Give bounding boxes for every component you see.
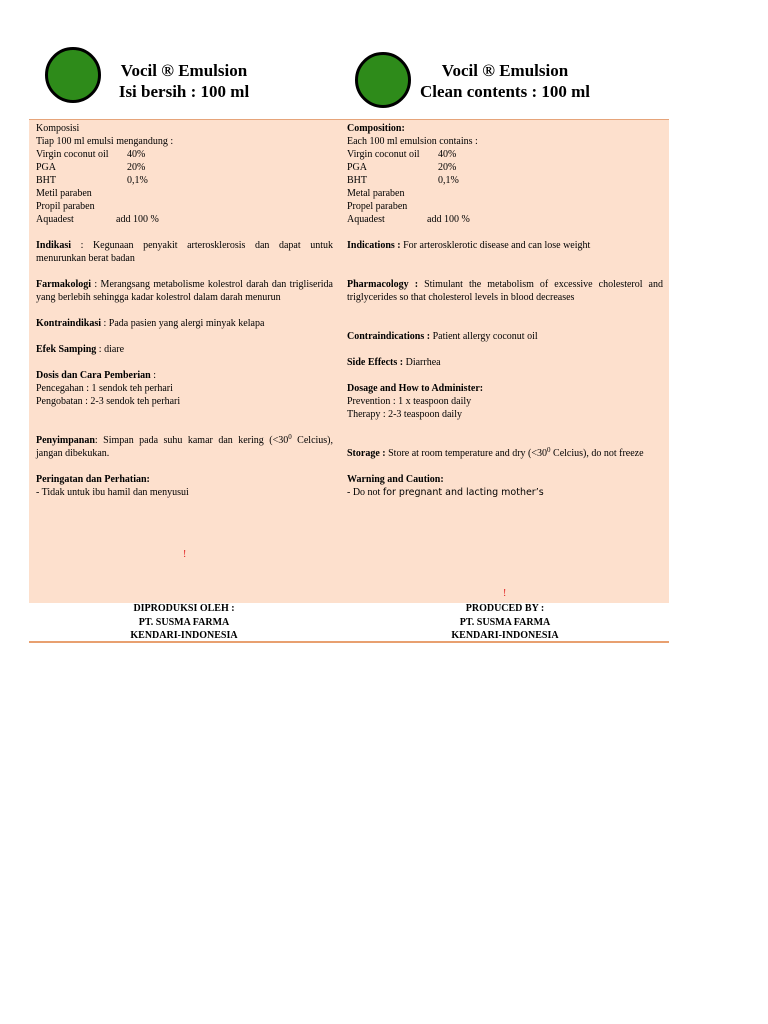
penyimpanan-text-b: Celcius), jangan dibekukan. bbox=[36, 435, 334, 459]
ingredient-row bbox=[36, 187, 333, 200]
dosis-title bbox=[36, 369, 333, 382]
penyimpanan-text-a: : Simpan pada suhu kamar dan kering (<30 bbox=[94, 435, 289, 446]
storage-section bbox=[347, 447, 663, 460]
indonesian-column bbox=[36, 122, 333, 499]
content-panel bbox=[29, 119, 669, 603]
ingredient-name: Metal paraben bbox=[347, 188, 405, 199]
contraindications-label: Contraindications : bbox=[347, 331, 431, 342]
storage-text-b: Celcius), do not freeze bbox=[550, 448, 644, 459]
ingredient-name: BHT bbox=[347, 175, 367, 186]
composition-title bbox=[347, 122, 663, 135]
ingredient-value: 20% bbox=[438, 162, 457, 173]
footer-right bbox=[405, 602, 605, 643]
ingredient-row bbox=[347, 161, 663, 174]
warning-prefix: - Do not bbox=[347, 487, 383, 498]
header-title-right-line2: Clean contents : 100 ml bbox=[420, 82, 590, 101]
peringatan-label: Peringatan dan Perhatian: bbox=[36, 474, 150, 485]
indikasi-text: : Kegunaan penyakit arterosklerosis dan dapat untuk menurunkan berat badan bbox=[36, 240, 333, 264]
dosis-colon: : bbox=[150, 370, 157, 381]
header-title-left-line2: Isi bersih : 100 ml bbox=[118, 82, 250, 101]
ingredient-row bbox=[347, 174, 663, 187]
ingredient-row bbox=[347, 213, 663, 226]
side-effects-text: Diarrhea bbox=[403, 357, 441, 368]
logo-circle-left bbox=[45, 47, 101, 103]
penyimpanan-section bbox=[36, 434, 333, 460]
ingredient-name: Metil paraben bbox=[36, 188, 92, 199]
footer-rule bbox=[29, 641, 669, 643]
ingredient-value: 40% bbox=[127, 149, 146, 160]
ingredient-row bbox=[347, 187, 663, 200]
indications-label: Indications : bbox=[347, 240, 401, 251]
pharmacology-section bbox=[347, 278, 663, 304]
indications-section bbox=[347, 239, 663, 252]
pengobatan-text: Pengobatan : 2-3 sendok teh perhari bbox=[36, 396, 181, 407]
therapy-text: Therapy : 2-3 teaspoon daily bbox=[347, 409, 462, 420]
contraindications-section bbox=[347, 330, 663, 343]
indications-text: For arterosklerotic disease and can lose weight bbox=[400, 240, 591, 251]
ingredient-row bbox=[36, 213, 333, 226]
indikasi-section bbox=[36, 239, 333, 265]
english-column bbox=[347, 122, 663, 499]
ingredient-name: PGA bbox=[347, 162, 368, 173]
efek-samping-text: : diare bbox=[96, 344, 125, 355]
ingredient-name: Virgin coconut oil bbox=[347, 149, 420, 160]
pencegahan-text: Pencegahan : 1 sendok teh perhari bbox=[36, 383, 173, 394]
efek-samping-section bbox=[36, 343, 333, 356]
prevention-text: Prevention : 1 x teaspoon daily bbox=[347, 396, 472, 407]
ingredient-value: 20% bbox=[127, 162, 146, 173]
storage-label: Storage : bbox=[347, 448, 386, 459]
logo-circle-right bbox=[355, 52, 411, 108]
footer-right-line1: PRODUCED BY : bbox=[465, 603, 545, 614]
mark-right: ! bbox=[503, 588, 507, 599]
warning-item bbox=[347, 486, 663, 499]
side-effects-label: Side Effects : bbox=[347, 357, 404, 368]
header-title-left-line1: Vocil ® Emulsion bbox=[120, 61, 248, 80]
ingredient-row bbox=[36, 148, 333, 161]
ingredient-name: PGA bbox=[36, 162, 57, 173]
kontraindikasi-text: : Pada pasien yang alergi minyak kelapa bbox=[101, 318, 265, 329]
ingredient-row bbox=[36, 200, 333, 213]
contraindications-text: Patient allergy coconut oil bbox=[430, 331, 538, 342]
kontraindikasi-label: Kontraindikasi bbox=[36, 318, 102, 329]
warning-label: Warning and Caution: bbox=[347, 474, 444, 485]
efek-samping-label: Efek Samping bbox=[36, 344, 97, 355]
header-title-left bbox=[104, 60, 264, 102]
header-title-right-line1: Vocil ® Emulsion bbox=[441, 61, 569, 80]
pharmacology-text: Stimulant the metabolism of excessive cholesterol and triglycerides so that cholesterol levels in blood decreases bbox=[347, 279, 663, 303]
dosage-label: Dosage and How to Administer: bbox=[347, 383, 484, 394]
composition-title-text: Composition: bbox=[347, 123, 405, 134]
footer-right-line3: KENDARI-INDONESIA bbox=[451, 630, 559, 641]
kontraindikasi-section bbox=[36, 317, 333, 330]
ingredient-name: Propil paraben bbox=[36, 201, 95, 212]
warning-rest: for pregnant and lacting mother’s bbox=[382, 487, 544, 498]
ingredient-row bbox=[36, 174, 333, 187]
ingredient-value: add 100 % bbox=[116, 214, 159, 225]
ingredient-row bbox=[347, 148, 663, 161]
farmakologi-label: Farmakologi bbox=[36, 279, 91, 290]
indikasi-label: Indikasi bbox=[36, 240, 72, 251]
ingredient-value: 40% bbox=[438, 149, 457, 160]
ingredient-value: add 100 % bbox=[427, 214, 470, 225]
ingredient-name: Aquadest bbox=[347, 214, 385, 225]
ingredient-value: 0,1% bbox=[127, 175, 148, 186]
comp-intro: Tiap 100 ml emulsi mengandung : bbox=[36, 136, 174, 147]
dosis-label: Dosis dan Cara Pemberian bbox=[36, 370, 151, 381]
farmakologi-section bbox=[36, 278, 333, 304]
peringatan-item: - Tidak untuk ibu hamil dan menyusui bbox=[36, 487, 189, 498]
ingredient-row bbox=[36, 161, 333, 174]
pharmacology-label: Pharmacology : bbox=[347, 279, 419, 290]
ingredient-row bbox=[347, 200, 663, 213]
mark-left: ! bbox=[183, 549, 187, 560]
storage-sup: 0 bbox=[547, 446, 551, 454]
warning-title bbox=[347, 473, 663, 486]
farmakologi-text: : Merangsang metabolisme kolestrol darah dan trigliserida yang berlebih sehingga kadar kolestrol dalam darah menurun bbox=[36, 279, 333, 303]
storage-text-a: Store at room temperature and dry (<30 bbox=[385, 448, 548, 459]
side-effects-section bbox=[347, 356, 663, 369]
ingredient-name: BHT bbox=[36, 175, 56, 186]
footer-right-line2: PT. SUSMA FARMA bbox=[459, 616, 551, 628]
dosage-title bbox=[347, 382, 663, 395]
ingredient-name: Virgin coconut oil bbox=[36, 149, 109, 160]
ingredient-name: Propel paraben bbox=[347, 201, 408, 212]
composition-intro: Each 100 ml emulsion contains : bbox=[347, 136, 478, 147]
ingredient-value: 0,1% bbox=[438, 175, 459, 186]
footer-left bbox=[84, 602, 284, 643]
footer-left-line2: PT. SUSMA FARMA bbox=[138, 616, 230, 628]
ingredient-name: Aquadest bbox=[36, 214, 74, 225]
header-title-right bbox=[410, 60, 600, 102]
peringatan-title bbox=[36, 473, 333, 486]
comp-title: Komposisi bbox=[36, 123, 80, 134]
footer-left-line3: KENDARI-INDONESIA bbox=[130, 630, 238, 641]
penyimpanan-sup: 0 bbox=[288, 433, 292, 441]
footer-left-line1: DIPRODUKSI OLEH : bbox=[133, 603, 235, 614]
penyimpanan-label: Penyimpanan bbox=[36, 435, 95, 446]
